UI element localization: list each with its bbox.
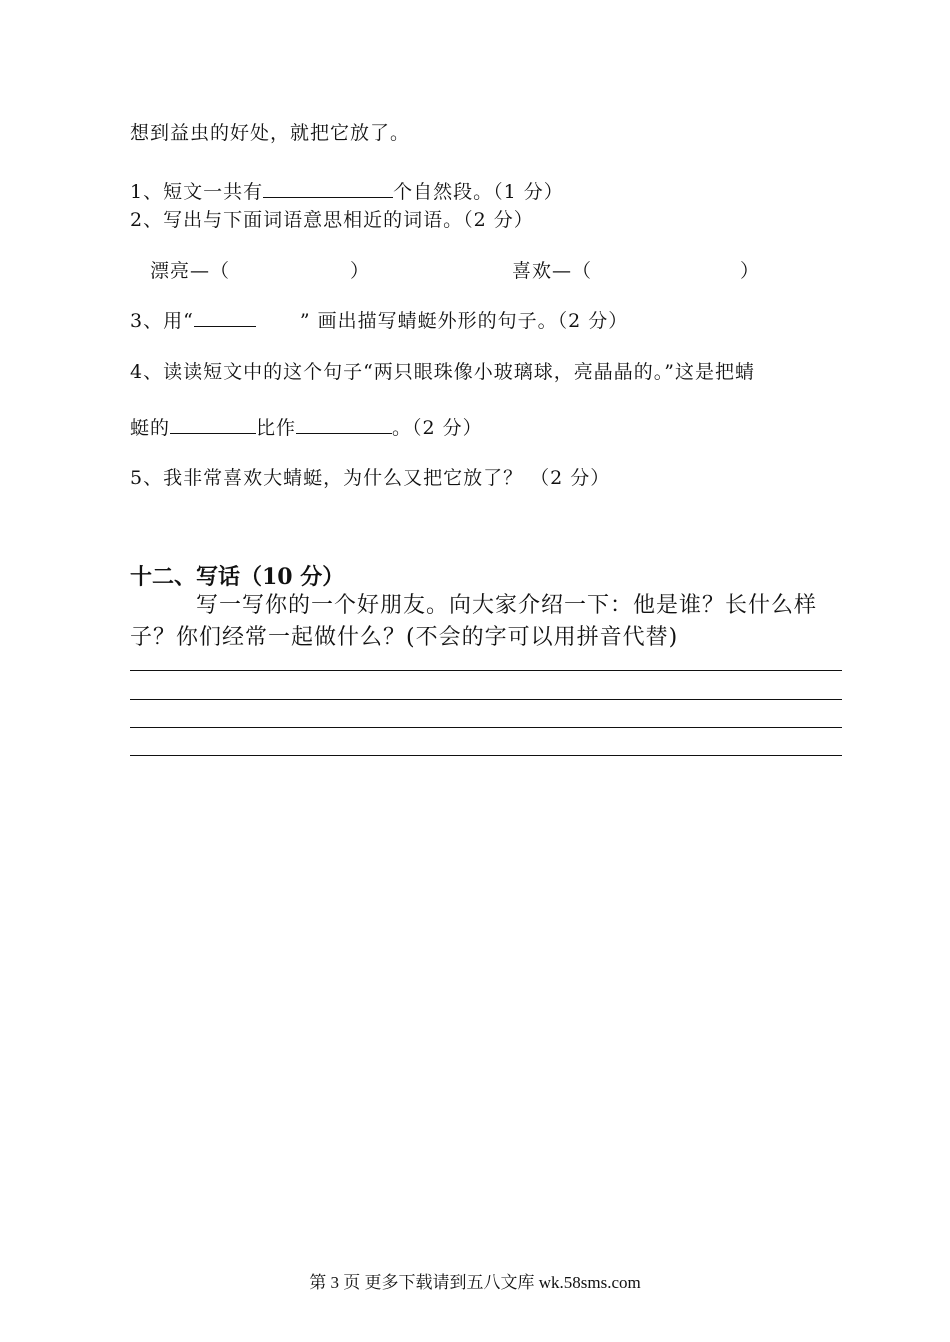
question-4-suffix: 。（2 分） bbox=[392, 417, 483, 439]
item-2-close: ） bbox=[740, 260, 761, 282]
question-1 bbox=[130, 177, 564, 204]
question-3-suffix: ” 画出描写蜻蜓外形的句子。（2 分） bbox=[299, 310, 629, 332]
item-1-close: ） bbox=[350, 260, 371, 282]
question-4-line-2 bbox=[130, 413, 483, 440]
question-2-item-2 bbox=[512, 256, 760, 283]
page-footer: 第 3 页 更多下载请到五八文库 wk.58sms.com bbox=[309, 1273, 641, 1292]
passage-tail: 想到益虫的好处，就把它放了。 bbox=[130, 122, 411, 144]
question-4-mid: 比作 bbox=[256, 417, 297, 439]
writing-line[interactable] bbox=[130, 670, 842, 671]
question-4-prefix: 蜓的 bbox=[130, 417, 171, 439]
answer-blank[interactable] bbox=[263, 179, 393, 198]
question-3-prefix: 3、用“ bbox=[130, 310, 194, 332]
question-1-prefix: 1、短文一共有 bbox=[130, 181, 264, 203]
section-12-title: 十二、写话（10 分） bbox=[130, 564, 345, 590]
answer-blank[interactable] bbox=[170, 415, 256, 434]
writing-line[interactable] bbox=[130, 699, 842, 700]
item-2-label: 喜欢—（ bbox=[512, 260, 593, 282]
question-2-item-1 bbox=[150, 256, 370, 283]
question-4-line-1: 4、读读短文中的这个句子“两只眼珠像小玻璃球，亮晶晶的。”这是把蜻 bbox=[130, 361, 756, 383]
underline-sample bbox=[194, 308, 256, 327]
item-1-label: 漂亮—（ bbox=[150, 260, 231, 282]
question-2: 2、写出与下面词语意思相近的词语。（2 分） bbox=[130, 209, 534, 231]
answer-blank[interactable] bbox=[296, 415, 392, 434]
question-3 bbox=[130, 306, 628, 333]
writing-line[interactable] bbox=[130, 755, 842, 756]
question-1-suffix: 个自然段。（1 分） bbox=[393, 181, 564, 203]
question-5: 5、我非常喜欢大蜻蜓，为什么又把它放了？ （2 分） bbox=[130, 467, 611, 489]
writing-prompt: 写一写你的一个好朋友。向大家介绍一下：他是谁？长什么样子？你们经常一起做什么？(不会的字可以用拼音代替) bbox=[130, 593, 818, 650]
writing-line[interactable] bbox=[130, 727, 842, 728]
